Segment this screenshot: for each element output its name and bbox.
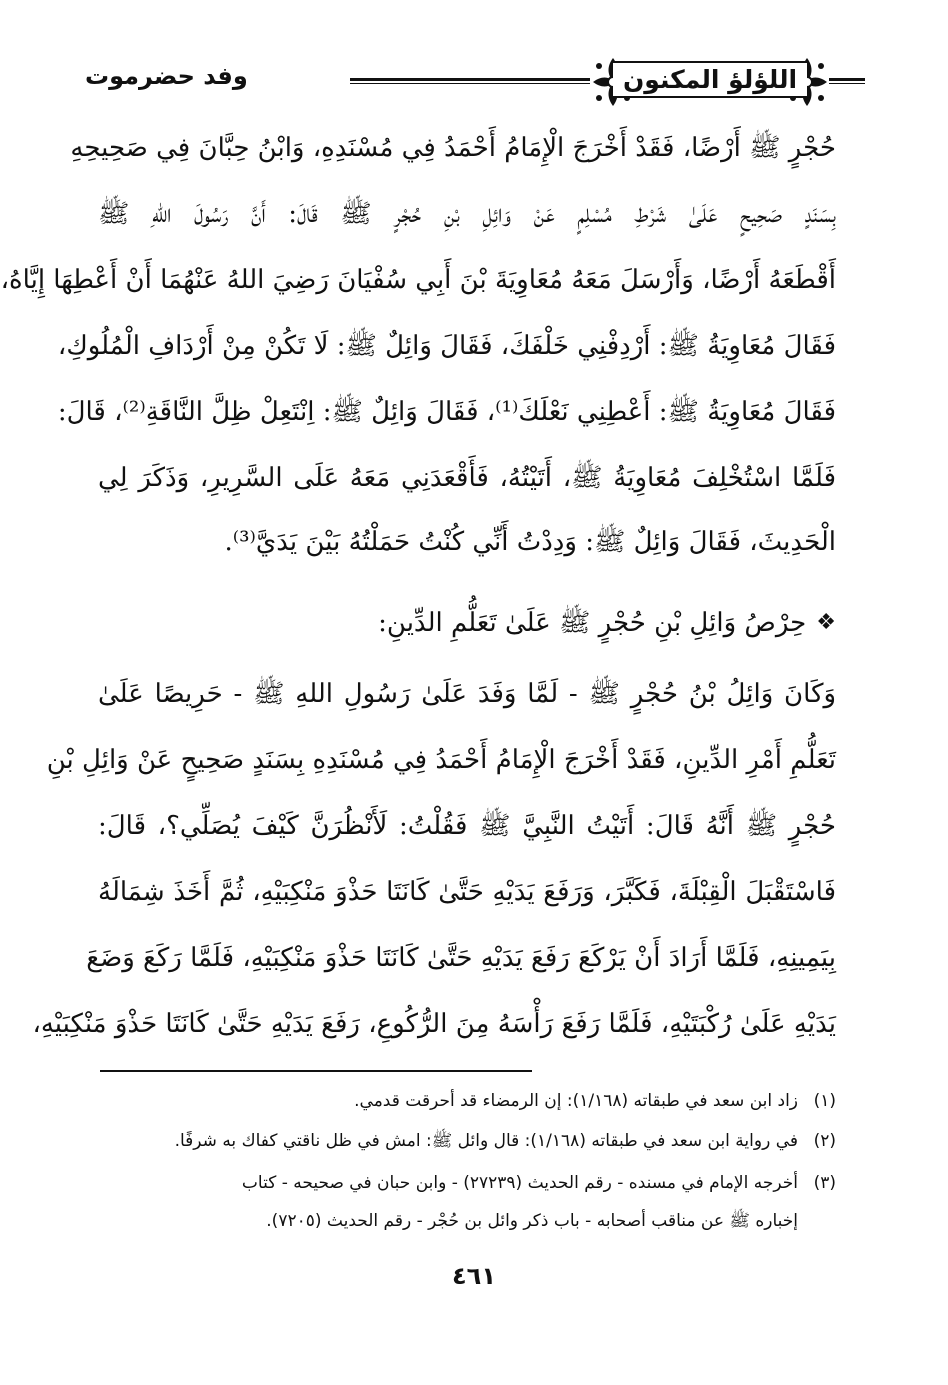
body-line: بِسَنَدٍ صَحِيحٍ عَلَىٰ شَرْطِ مُسْلِمٍ عَنْ وَائِلِ بْنِ حُجْرٍ ﷺ قَالَ: أَنَّ رَسُولَ اللهِ ﷺ	[98, 199, 836, 229]
section-title: وفد حضرموت	[85, 62, 248, 90]
footnote-continuation	[98, 1202, 836, 1240]
body-line: يَدَيْهِ عَلَىٰ رُكْبَتَيْهِ، فَلَمَّا رَفَعَ رَأْسَهُ مِنَ الرُّكُوعِ، رَفَعَ يَدَيْهِ حَتَّىٰ كَانَتَا حَذْوَ مَنْكِبَيْهِ،	[32, 1009, 836, 1039]
footnote	[98, 1122, 836, 1160]
body-line: فَاسْتَقْبَلَ الْقِبْلَةَ، فَكَبَّرَ، وَرَفَعَ يَدَيْهِ حَتَّىٰ كَانَتَا حَذْوَ مَنْكِبَيْهِ، ثُمَّ أَخَذَ شِمَالَهُ	[98, 877, 836, 907]
header-rule	[829, 78, 865, 84]
heading-text: حِرْصُ وَائِلِ بْنِ حُجْرٍ ﷺ عَلَىٰ تَعَلُّمِ الدِّينِ:	[378, 608, 807, 638]
book-title-box	[595, 54, 825, 104]
footnote-text: زاد ابن سعد في طبقاته (١/١٦٨): إن الرمضاء قد أحرقت قدمي.	[354, 1091, 798, 1111]
footnote	[98, 1082, 836, 1120]
body-line: بِيَمِينِهِ، فَلَمَّا أَرَادَ أَنْ يَرْكَعَ رَفَعَ يَدَيْهِ حَتَّىٰ كَانَتَا حَذْوَ مَنْكِبَيْهِ، فَلَمَّا رَكَعَ وَضَعَ	[86, 943, 836, 973]
body-line: فَلَمَّا اسْتُخْلِفَ مُعَاوِيَةُ ﷺ، أَتَيْتُهُ، فَأَقْعَدَنِي مَعَهُ عَلَى السَّرِيرِ، وَذَكَرَ لِي	[98, 463, 836, 493]
body-line: أَقْطَعَهُ أَرْضًا، وَأَرْسَلَ مَعَهُ مُعَاوِيَةَ بْنَ أَبِي سُفْيَانَ رَضِيَ اللهُ عَنْهُمَا أَنْ أَعْطِهَا إِيَّاهُ،	[0, 265, 836, 295]
flower-bullet-icon: ❖	[816, 610, 836, 635]
body-line: حُجْرٍ ﷺ أَنَّهُ قَالَ: أَتَيْتُ النَّبِيَّ ﷺ فَقُلْتُ: لَأَنْظُرَنَّ كَيْفَ يُصَلِّي؟، قَالَ:	[98, 811, 836, 841]
page-number: ٤٦١	[452, 1262, 496, 1290]
body-line: فَقَالَ مُعَاوِيَةُ ﷺ: أَعْطِنِي نَعْلَكَ⁽¹⁾، فَقَالَ وَائِلٌ ﷺ: اِنْتَعِلْ ظِلَّ النَّاقَةِ⁽²⁾، قَالَ:	[57, 397, 836, 427]
footnote-number: (١)	[813, 1091, 836, 1111]
body-line: الْحَدِيثَ، فَقَالَ وَائِلٌ ﷺ: وَدِدْتُ أَنِّي كُنْتُ حَمَلْتُهُ بَيْنَ يَدَيَّ⁽³⁾.	[224, 527, 836, 557]
body-line: فَقَالَ مُعَاوِيَةُ ﷺ: أَرْدِفْنِي خَلْفَكَ، فَقَالَ وَائِلٌ ﷺ: لَا تَكُنْ مِنْ أَرْدَافِ الْمُلُوكِ،	[57, 331, 836, 361]
footnote-number: (٣)	[813, 1173, 836, 1193]
section-heading	[98, 598, 836, 648]
body-line: وَكَانَ وَائِلُ بْنُ حُجْرٍ ﷺ - لَمَّا وَفَدَ عَلَىٰ رَسُولِ اللهِ ﷺ - حَرِيصًا عَلَىٰ	[98, 679, 836, 709]
footnote-divider	[100, 1070, 532, 1072]
book-title: اللؤلؤ المكنون	[613, 61, 807, 98]
footnote-text: إخباره ﷺ عن مناقب أصحابه - باب ذكر وائل بن حُجْر - رقم الحديث (٧٢٠٥).	[266, 1211, 798, 1231]
footnote-number	[798, 1202, 836, 1240]
footnote-number: (٢)	[813, 1131, 836, 1151]
running-header	[85, 50, 865, 120]
footnote-text: أخرجه الإمام في مسنده - رقم الحديث (٢٧٢٣٩) - وابن حبان في صحيحه - كتاب	[241, 1173, 798, 1193]
body-line: حُجْرٍ ﷺ أَرْضًا، فَقَدْ أَخْرَجَ الْإِمَامُ أَحْمَدُ فِي مُسْنَدِهِ، وَابْنُ حِبَّانَ فِي صَحِيحِهِ	[70, 133, 836, 163]
footnote	[98, 1164, 836, 1202]
header-rule	[350, 78, 590, 84]
footnote-text: في رواية ابن سعد في طبقاته (١/١٦٨): قال وائل ﷺ: امش في ظل ناقتي كفاك به شرفًا.	[174, 1131, 798, 1151]
body-line: تَعَلُّمِ أَمْرِ الدِّينِ، فَقَدْ أَخْرَجَ الْإِمَامُ أَحْمَدُ فِي مُسْنَدِهِ بِسَنَدٍ صَحِيحٍ عَنْ وَائِلِ بْنِ	[46, 745, 836, 775]
